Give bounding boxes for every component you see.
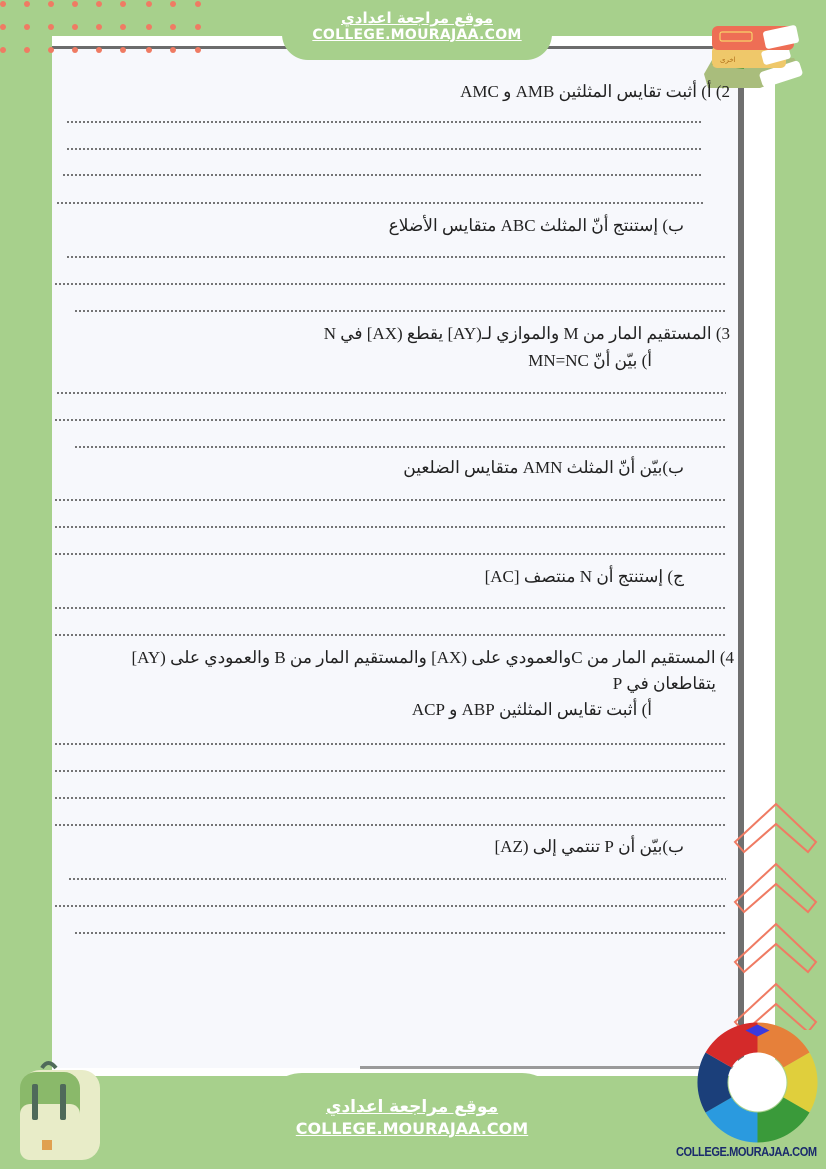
answer-line xyxy=(74,932,726,934)
question-4b: ب)بيّن أن P تنتمي إلى (AZ] xyxy=(494,837,684,856)
question-4-line1: 4) المستقيم المار من Cوالعمودي على (AX] والمستقيم المار من B والعمودي على (AY] xyxy=(131,648,734,667)
answer-line xyxy=(54,553,726,555)
answer-line xyxy=(54,526,726,528)
subjects-wheel-logo-icon xyxy=(695,1020,820,1145)
answer-line xyxy=(66,256,726,258)
answer-line xyxy=(54,770,726,772)
answer-line xyxy=(54,499,726,501)
question-3b: ب)بيّن أنّ المثلث AMN متقايس الضلعين xyxy=(403,458,684,477)
svg-text:اخرى: اخرى xyxy=(720,56,736,64)
question-2b: ب) إستنتج أنّ المثلث ABC متقايس الأضلاع xyxy=(388,216,684,235)
answer-line xyxy=(66,121,702,123)
question-4-line2: يتقاطعان في P xyxy=(612,674,716,693)
question-4a: أ) أثبت تقايس المثلثين ABP و ACP xyxy=(411,700,652,719)
answer-line xyxy=(74,310,726,312)
answer-line xyxy=(54,905,726,907)
footer-site-badge[interactable] xyxy=(262,1073,562,1169)
answer-line xyxy=(56,392,726,394)
question-3a: أ) بيّن أنّ MN=NC xyxy=(528,351,652,370)
answer-line xyxy=(62,174,702,176)
footer-site-name: موقع مراجعة اعدادي xyxy=(325,1097,499,1117)
answer-line xyxy=(54,824,726,826)
answer-line xyxy=(54,634,726,636)
header-site-url[interactable]: COLLEGE.MOURAJAA.COM xyxy=(312,27,522,43)
footer-site-url[interactable]: COLLEGE.MOURAJAA.COM xyxy=(295,1119,529,1138)
answer-line xyxy=(54,743,726,745)
answer-line xyxy=(54,419,726,421)
scan-bottom-edge xyxy=(360,1066,745,1069)
question-2a: 2) أ) أثبت تقايس المثلثين AMB و AMC xyxy=(460,82,730,101)
answer-line xyxy=(66,148,702,150)
chevron-up-decoration-icon xyxy=(732,790,826,1030)
header-site-name: موقع مراجعة اعدادي xyxy=(341,9,493,27)
answer-line xyxy=(54,607,726,609)
backpack-icon xyxy=(12,1058,112,1164)
footer-logo-label[interactable]: COLLEGE.MOURAJAA.COM xyxy=(676,1144,817,1159)
scanned-document xyxy=(52,46,744,1068)
answer-line xyxy=(74,446,726,448)
header-site-badge[interactable] xyxy=(282,0,552,60)
answer-line xyxy=(68,878,726,880)
books-icon xyxy=(698,10,808,92)
answer-line xyxy=(56,202,704,204)
question-3c: ج) إستنتج أن N منتصف [AC] xyxy=(484,567,684,586)
answer-line xyxy=(54,283,726,285)
answer-line xyxy=(54,797,726,799)
question-3: 3) المستقيم المار من M والموازي لـ(AY] يقطع (AX] في N xyxy=(323,324,730,343)
